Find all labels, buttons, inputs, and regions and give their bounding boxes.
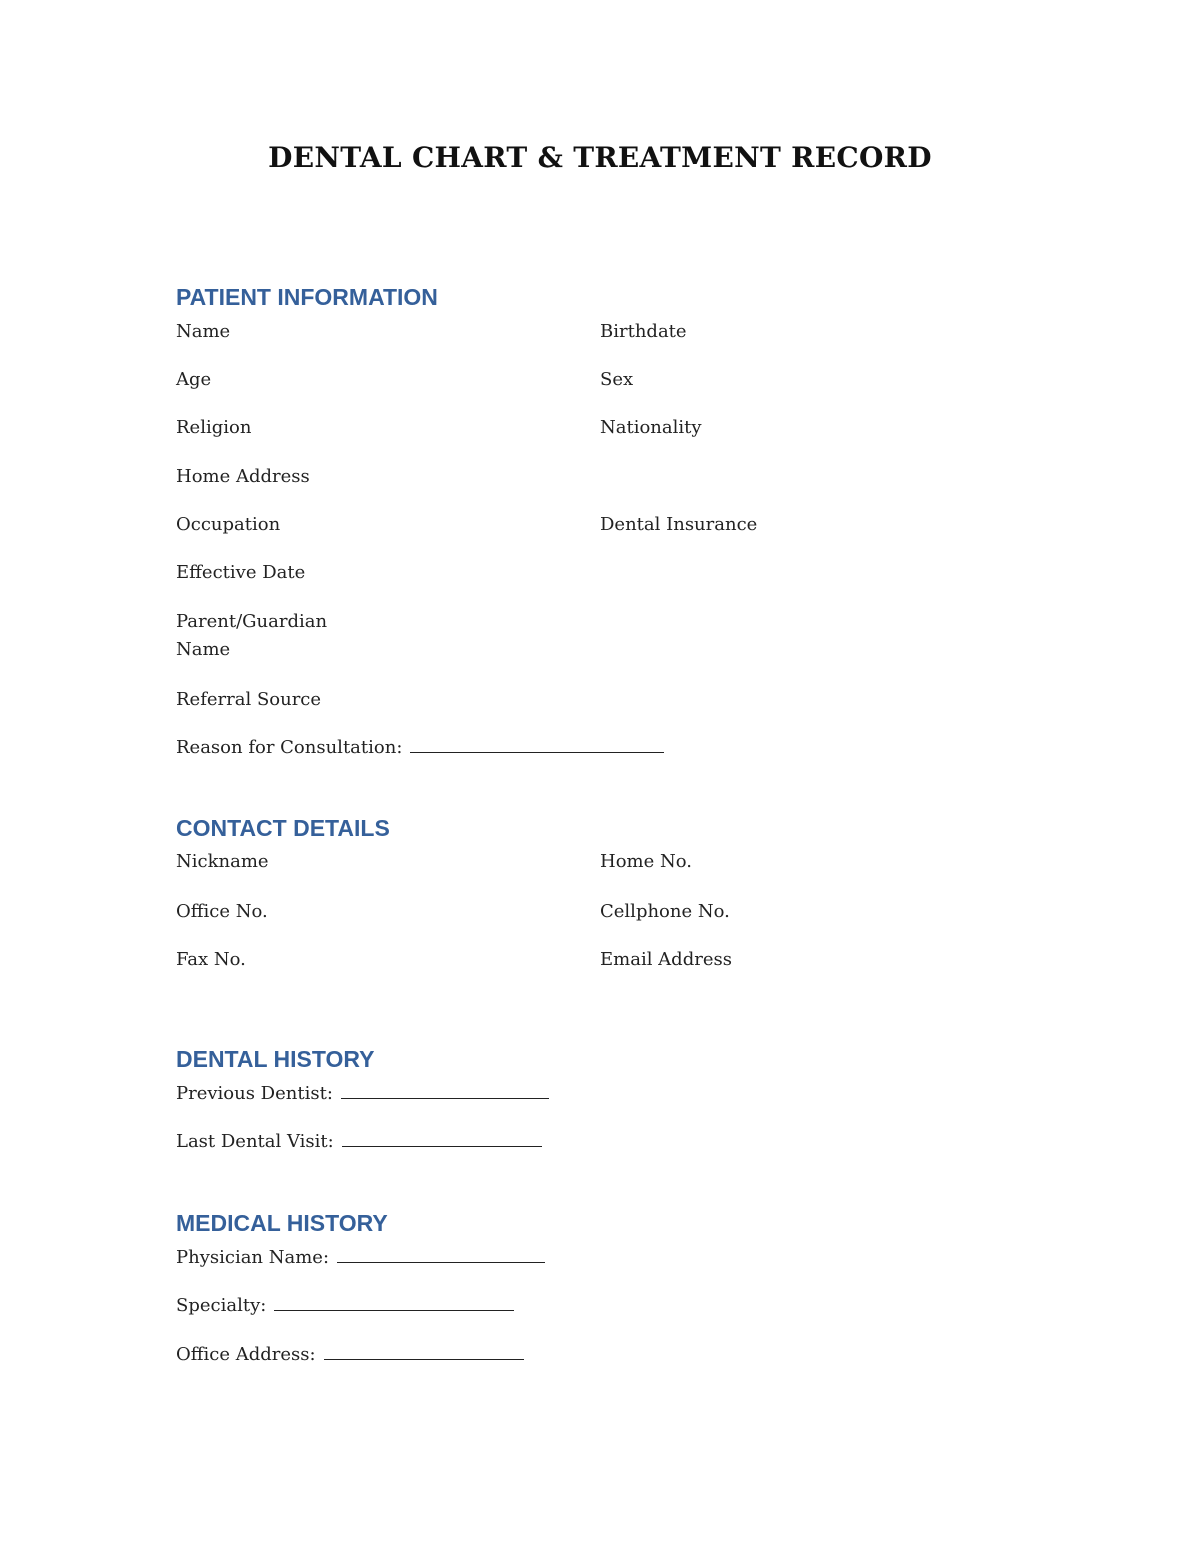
parent-guardian-label-line1: Parent/Guardian xyxy=(176,611,328,632)
reason-for-consultation-label: Reason for Consultation: xyxy=(176,737,403,758)
home-no-label: Home No. xyxy=(600,851,692,872)
fax-no-label: Fax No. xyxy=(176,949,246,970)
cellphone-no-label: Cellphone No. xyxy=(600,901,730,922)
last-dental-visit-label: Last Dental Visit: xyxy=(176,1131,334,1152)
age-label: Age xyxy=(176,369,212,390)
specialty-blank[interactable] xyxy=(274,1292,514,1311)
office-address-label: Office Address: xyxy=(176,1344,316,1365)
dental-history-heading: DENTAL HISTORY xyxy=(176,1046,375,1072)
reason-for-consultation-row xyxy=(176,734,664,762)
parent-guardian-label-line2: Name xyxy=(176,639,231,660)
office-address-blank[interactable] xyxy=(324,1341,524,1360)
medical-history-heading: MEDICAL HISTORY xyxy=(176,1210,388,1236)
physician-name-label: Physician Name: xyxy=(176,1247,330,1268)
dental-insurance-label: Dental Insurance xyxy=(600,514,758,535)
last-dental-visit-blank[interactable] xyxy=(342,1128,542,1147)
parent-guardian-label xyxy=(176,608,327,664)
birthdate-label: Birthdate xyxy=(600,321,687,342)
previous-dentist-row xyxy=(176,1080,549,1108)
nickname-label: Nickname xyxy=(176,851,269,872)
religion-label: Religion xyxy=(176,417,252,438)
specialty-row xyxy=(176,1292,514,1320)
patient-information-heading: PATIENT INFORMATION xyxy=(176,284,438,310)
effective-date-label: Effective Date xyxy=(176,562,306,583)
physician-name-row xyxy=(176,1244,545,1272)
nationality-label: Nationality xyxy=(600,417,702,438)
previous-dentist-label: Previous Dentist: xyxy=(176,1083,333,1104)
name-label: Name xyxy=(176,321,231,342)
specialty-label: Specialty: xyxy=(176,1295,267,1316)
contact-details-heading: CONTACT DETAILS xyxy=(176,815,390,841)
office-address-row xyxy=(176,1341,524,1369)
last-dental-visit-row xyxy=(176,1128,542,1156)
home-address-label: Home Address xyxy=(176,466,310,487)
document-title: DENTAL CHART & TREATMENT RECORD xyxy=(268,141,932,174)
referral-source-label: Referral Source xyxy=(176,689,322,710)
physician-name-blank[interactable] xyxy=(337,1244,545,1263)
reason-for-consultation-blank[interactable] xyxy=(410,734,664,753)
email-address-label: Email Address xyxy=(600,949,732,970)
previous-dentist-blank[interactable] xyxy=(341,1080,549,1099)
office-no-label: Office No. xyxy=(176,901,268,922)
sex-label: Sex xyxy=(600,369,634,390)
occupation-label: Occupation xyxy=(176,514,281,535)
